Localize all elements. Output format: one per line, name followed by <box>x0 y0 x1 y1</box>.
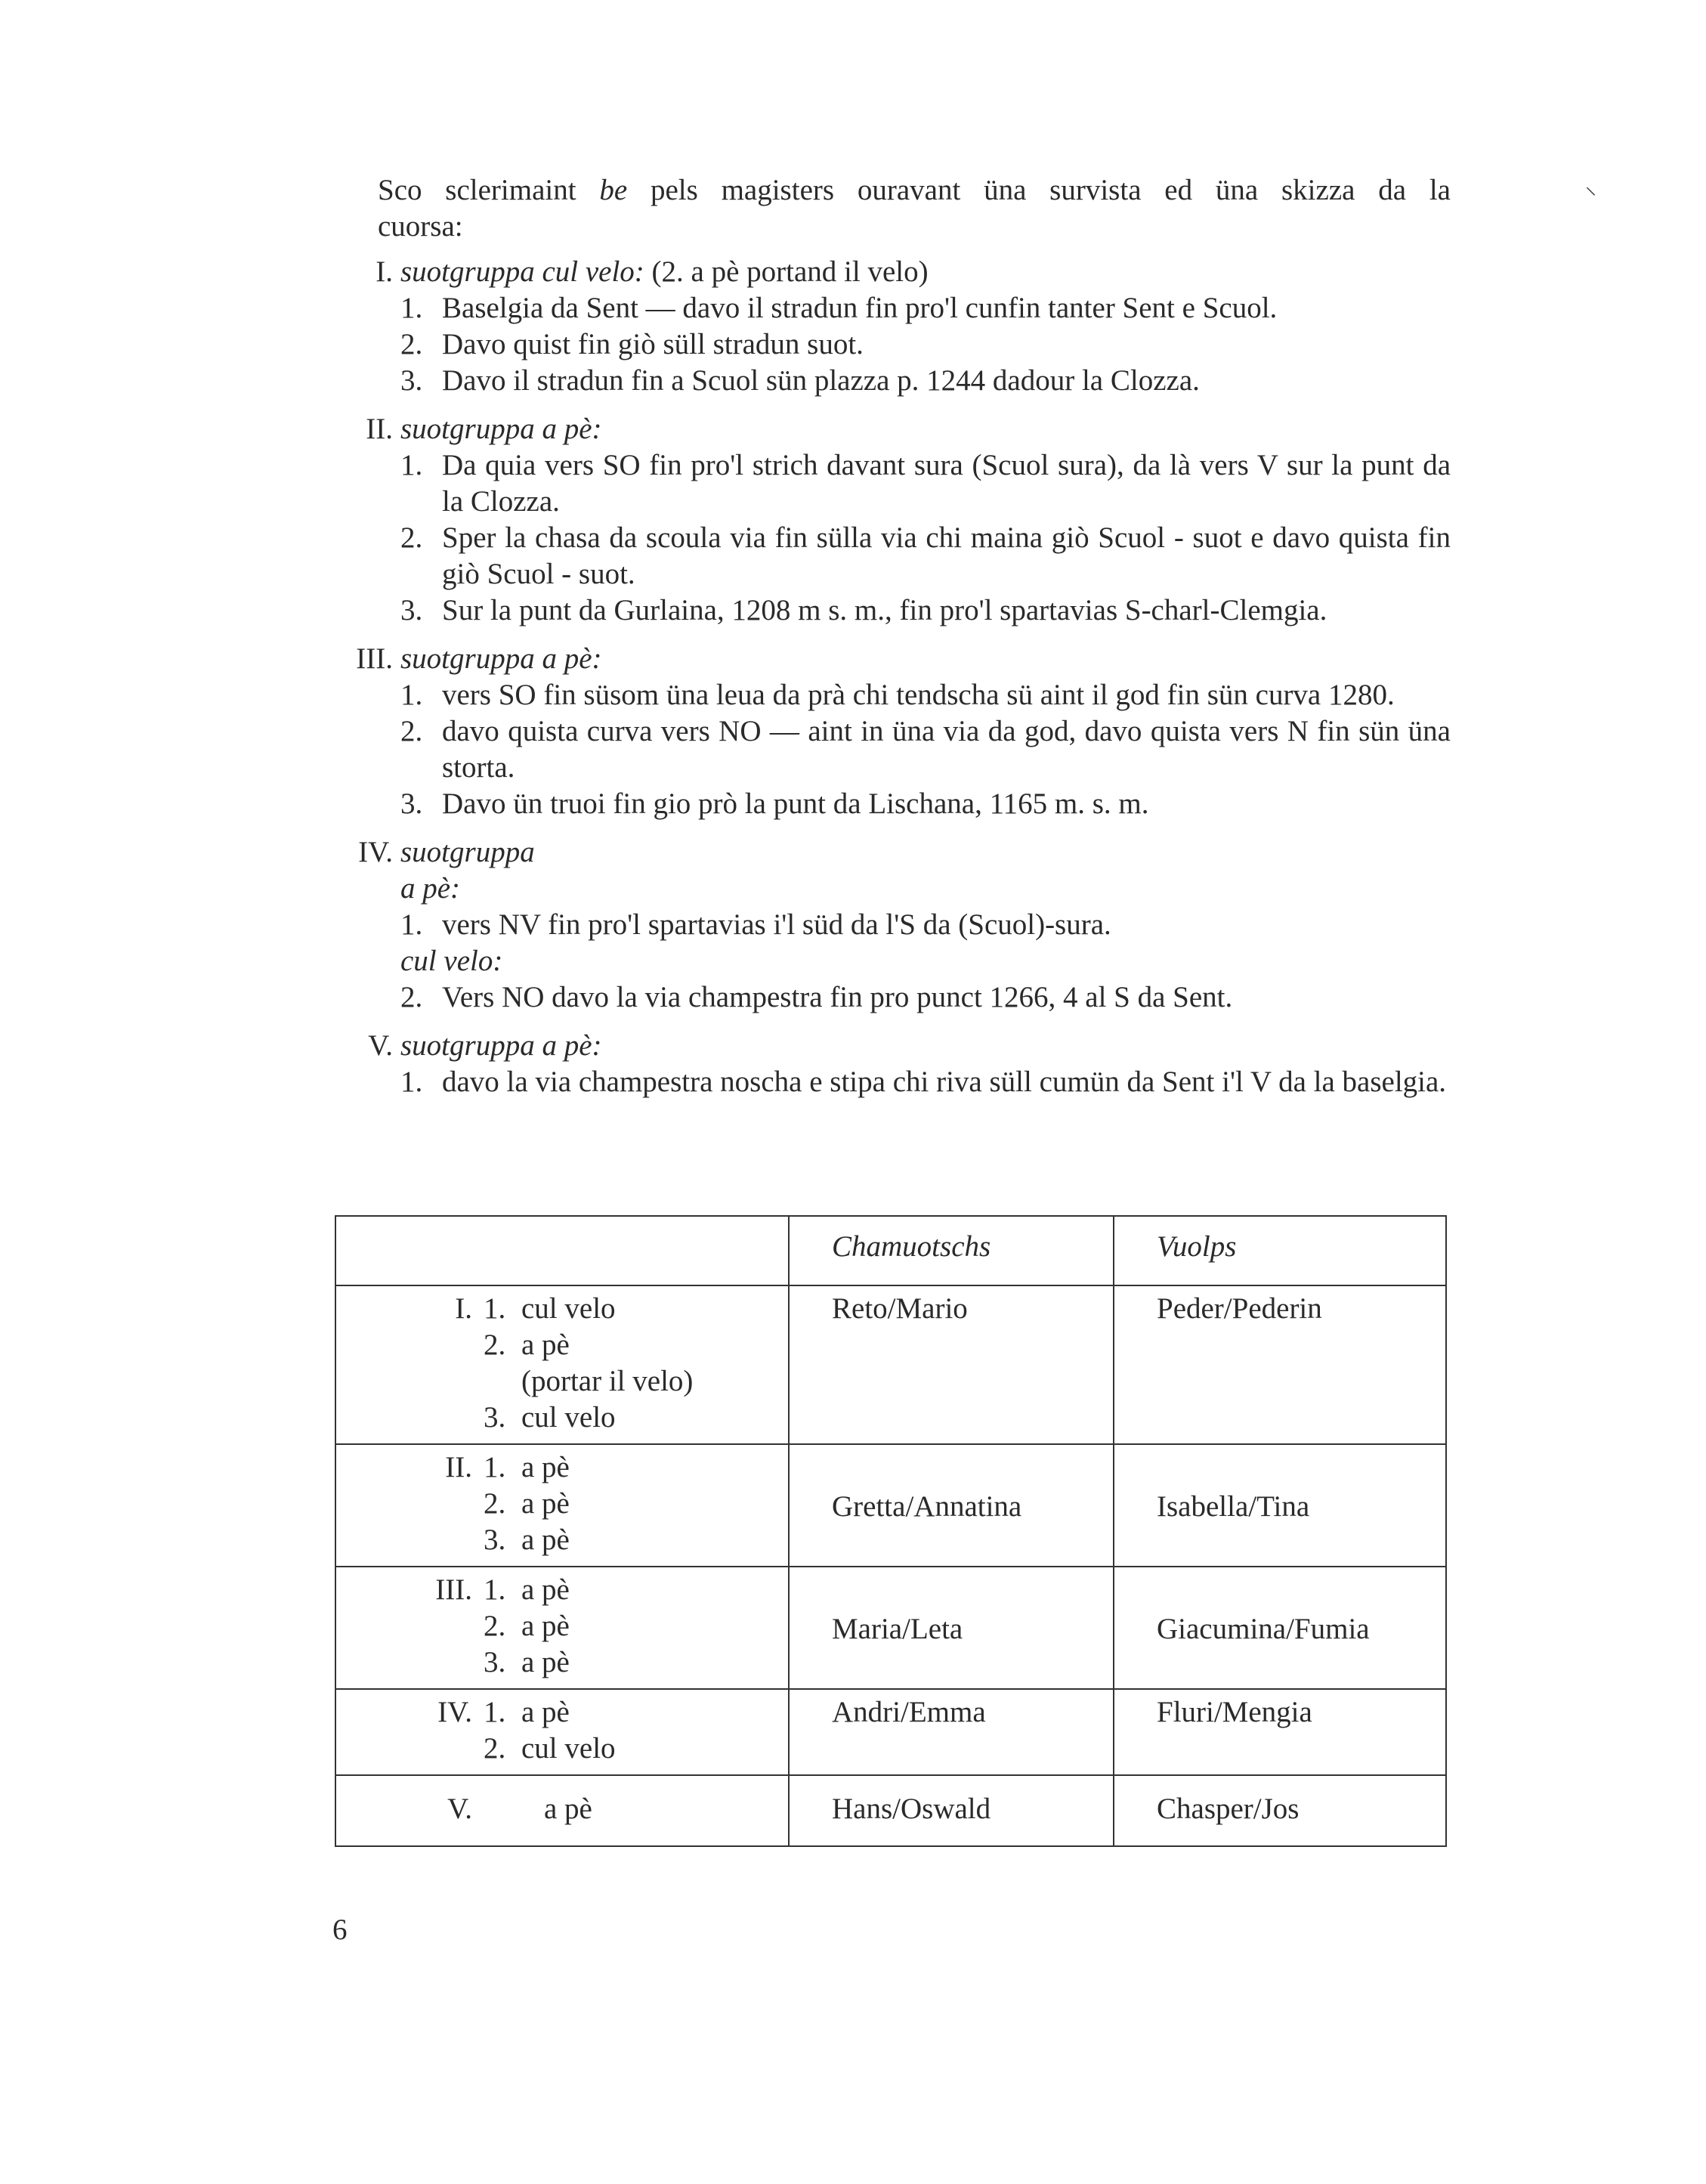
intro-line-1: Sco sclerimaint be pels magisters ouravant üna survista ed üna skizza da la <box>378 174 1451 206</box>
list-item: 2. Vers NO davo la via champestra fin pro punct 1266, 4 al S da Sent. <box>400 981 1233 1013</box>
section-heading <box>332 641 1451 677</box>
section-v <box>332 1028 1451 1100</box>
table-header-row <box>335 1216 1446 1285</box>
list-item: 1. vers NV fin pro'l spartavias i'l süd da l'S da (Scuol)-sura. <box>400 908 1111 941</box>
vuolps-cell: Giacumina/Fumia <box>1114 1567 1446 1689</box>
list-item: 2. Sper la chasa da scoula via fin sülla via chi maina giò Scuol - suot e davo quista fin giò Scuol - suot. <box>400 521 1451 590</box>
section-title: suotgruppa cul velo: <box>400 255 644 288</box>
list-item: 1. Baselgia da Sent — davo il stradun fin pro'l cunfin tanter Sent e Scuol. <box>400 292 1278 324</box>
scan-speck-mark: ⸌ <box>1585 184 1596 209</box>
section-roman: II. <box>366 413 393 445</box>
vuolps-cell: Fluri/Mengia <box>1114 1689 1446 1775</box>
vuolps-cell: Chasper/Jos <box>1114 1775 1446 1846</box>
intro-emphasis: be <box>599 174 628 206</box>
chamuotschs-cell: Gretta/Annatina <box>789 1444 1114 1567</box>
chamuotschs-cell: Reto/Mario <box>789 1285 1114 1444</box>
header-chamuotschs: Chamuotschs <box>789 1216 1114 1285</box>
chamuotschs-cell: Andri/Emma <box>789 1689 1114 1775</box>
section-title: suotgruppa <box>400 836 535 868</box>
section-roman: V. <box>368 1029 393 1062</box>
group-cell: IV. 1. a pè 2. cul velo <box>335 1689 789 1775</box>
section-title-note: (2. a pè portand il velo) <box>644 255 929 288</box>
group-cell: V. a pè <box>335 1775 789 1846</box>
section-title: suotgruppa a pè: <box>400 1029 602 1062</box>
section-heading <box>332 411 1451 447</box>
table-row <box>335 1689 1446 1775</box>
section-heading <box>332 1028 1451 1064</box>
section-title: suotgruppa a pè: <box>400 642 602 675</box>
group-cell: I. 1. cul velo 2. a pè (portar il velo) 3. cul velo <box>335 1285 789 1444</box>
table-row <box>335 1444 1446 1567</box>
list-item: 2. Davo quist fin giò süll stradun suot. <box>400 328 864 360</box>
subgroup-label: a pè: <box>400 872 461 905</box>
section-ii <box>332 411 1451 629</box>
list-item: 3. Sur la punt da Gurlaina, 1208 m s. m., fin pro'l spartavias S-charl-Clemgia. <box>400 594 1327 626</box>
table-row <box>335 1285 1446 1444</box>
list-item: 2. davo quista curva vers NO — aint in üna via da god, davo quista vers N fin sün üna storta. <box>400 715 1451 784</box>
groups-table <box>335 1215 1447 1847</box>
list-item: 3. Davo ün truoi fin gio prò la punt da Lischana, 1165 m. s. m. <box>400 787 1149 820</box>
header-vuolps: Vuolps <box>1157 1230 1237 1263</box>
group-cell: III. 1. a pè 2. a pè 3. a pè <box>335 1567 789 1689</box>
section-heading <box>332 254 1451 290</box>
route-sections <box>332 254 1451 1100</box>
list-item: 1. davo la via champestra noscha e stipa chi riva süll cumün da Sent i'l V da la baselgia. <box>400 1066 1447 1098</box>
section-roman: IV. <box>358 836 393 868</box>
chamuotschs-cell: Hans/Oswald <box>789 1775 1114 1846</box>
table-row <box>335 1567 1446 1689</box>
list-item: 1. vers SO fin süsom üna leua da prà chi tendscha sü aint il god fin sün curva 1280. <box>400 679 1395 711</box>
section-roman: I. <box>376 255 393 288</box>
chamuotschs-cell: Maria/Leta <box>789 1567 1114 1689</box>
section-heading <box>332 834 1451 871</box>
intro-line-2: cuorsa: <box>378 210 463 243</box>
section-iii <box>332 641 1451 822</box>
list-item: 1. Da quia vers SO fin pro'l strich davant sura (Scuol sura), da là vers V sur la punt da la Clozza. <box>400 449 1451 518</box>
vuolps-cell: Isabella/Tina <box>1114 1444 1446 1567</box>
vuolps-cell: Peder/Pederin <box>1114 1285 1446 1444</box>
table-row <box>335 1775 1446 1846</box>
section-i <box>332 254 1451 399</box>
page-number: 6 <box>332 1913 348 1946</box>
list-item: 3. Davo il stradun fin a Scuol sün plazza p. 1244 dadour la Clozza. <box>400 364 1200 397</box>
group-cell: II. 1. a pè 2. a pè 3. a pè <box>335 1444 789 1567</box>
section-roman: III. <box>356 642 393 675</box>
subgroup-label: cul velo: <box>400 945 503 977</box>
intro-paragraph <box>378 172 1451 245</box>
header-empty <box>335 1216 789 1285</box>
section-title: suotgruppa a pè: <box>400 413 602 445</box>
section-iv <box>332 834 1451 1016</box>
